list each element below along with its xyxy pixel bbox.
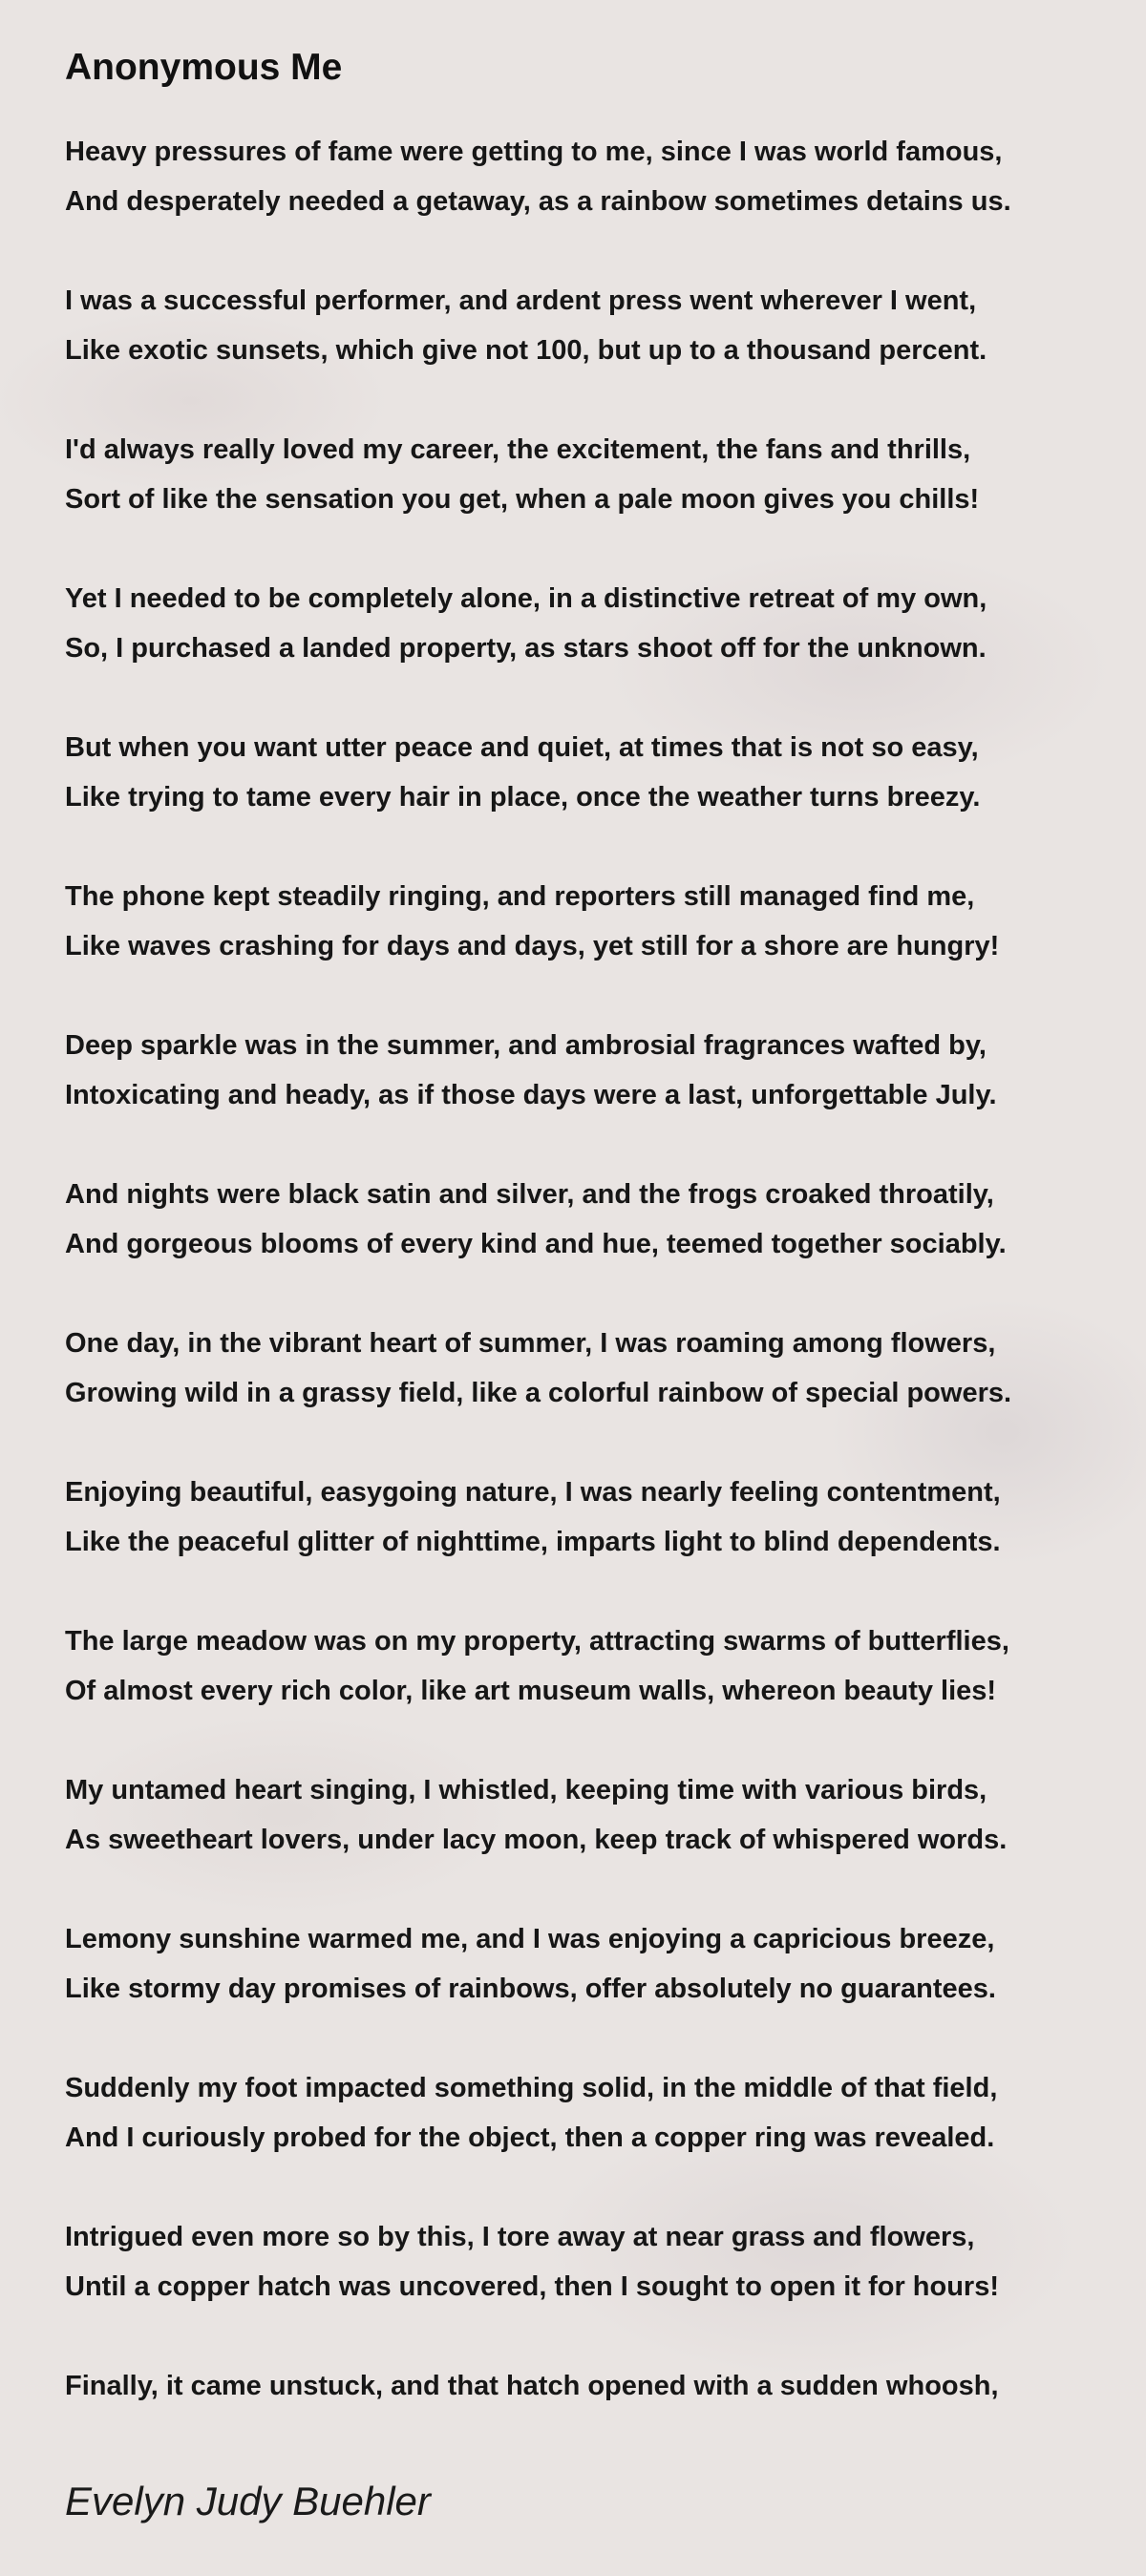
- stanza: [65, 2361, 1125, 2411]
- stanza: [65, 1170, 1125, 1269]
- stanza: [65, 1914, 1125, 2014]
- stanza: [65, 276, 1125, 375]
- stanza: [65, 2063, 1125, 2163]
- poem-line: Intoxicating and heady, as if those days were a last, unforgettable July.: [65, 1079, 997, 1110]
- poem-line: Like waves crashing for days and days, yet still for a shore are hungry!: [65, 930, 1000, 961]
- stanza: [65, 1765, 1125, 1865]
- poem-title: Anonymous Me: [65, 47, 343, 88]
- poem-line: Like stormy day promises of rainbows, offer absolutely no guarantees.: [65, 1973, 996, 2004]
- poem-line: As sweetheart lovers, under lacy moon, keep track of whispered words.: [65, 1824, 1008, 1855]
- poem-line: Intrigued even more so by this, I tore away at near grass and flowers,: [65, 2221, 975, 2252]
- poem-line: But when you want utter peace and quiet, at times that is not so easy,: [65, 731, 979, 763]
- poem-line: Suddenly my foot impacted something solid, in the middle of that field,: [65, 2072, 998, 2103]
- stanza: [65, 574, 1125, 673]
- poem-author: Evelyn Judy Buehler: [65, 2479, 431, 2523]
- poem-line: Of almost every rich color, like art museum walls, whereon beauty lies!: [65, 1675, 997, 1706]
- poem-line: I was a successful performer, and ardent press went wherever I went,: [65, 285, 977, 316]
- poem-line: Lemony sunshine warmed me, and I was enjoying a capricious breeze,: [65, 1923, 995, 1954]
- poem-line: And desperately needed a getaway, as a rainbow sometimes detains us.: [65, 185, 1011, 217]
- poem-line: My untamed heart singing, I whistled, keeping time with various birds,: [65, 1774, 987, 1805]
- stanza: [65, 2212, 1125, 2312]
- poem-line: Sort of like the sensation you get, when a pale moon gives you chills!: [65, 483, 980, 515]
- poem-line: So, I purchased a landed property, as stars shoot off for the unknown.: [65, 632, 987, 664]
- poem-line: The phone kept steadily ringing, and reporters still managed find me,: [65, 880, 975, 912]
- poem-line: Growing wild in a grassy field, like a colorful rainbow of special powers.: [65, 1377, 1012, 1408]
- poem-body: [65, 48, 1125, 2460]
- poem-line: Like trying to tame every hair in place, once the weather turns breezy.: [65, 781, 981, 813]
- stanza-list: [65, 127, 1125, 2411]
- poem-line: Like the peaceful glitter of nighttime, imparts light to blind dependents.: [65, 1526, 1001, 1557]
- stanza: [65, 872, 1125, 971]
- poem-line: Enjoying beautiful, easygoing nature, I was nearly feeling contentment,: [65, 1476, 1001, 1508]
- poem-line: Heavy pressures of fame were getting to me, since I was world famous,: [65, 136, 1003, 167]
- stanza: [65, 425, 1125, 524]
- poem-line: And I curiously probed for the object, then a copper ring was revealed.: [65, 2122, 995, 2153]
- poem-line: And gorgeous blooms of every kind and hue, teemed together sociably.: [65, 1228, 1007, 1259]
- stanza: [65, 127, 1125, 226]
- poem-line: Until a copper hatch was uncovered, then I sought to open it for hours!: [65, 2270, 999, 2302]
- poem-line: The large meadow was on my property, attracting swarms of butterflies,: [65, 1625, 1009, 1657]
- stanza: [65, 1467, 1125, 1567]
- poem-line: One day, in the vibrant heart of summer, I was roaming among flowers,: [65, 1327, 996, 1359]
- poem-line: And nights were black satin and silver, and the frogs croaked throatily,: [65, 1178, 994, 1210]
- stanza: [65, 723, 1125, 822]
- poem-line: Yet I needed to be completely alone, in a distinctive retreat of my own,: [65, 582, 987, 614]
- poem-line: Deep sparkle was in the summer, and ambrosial fragrances wafted by,: [65, 1029, 987, 1061]
- stanza: [65, 1021, 1125, 1120]
- stanza: [65, 1616, 1125, 1716]
- stanza: [65, 1319, 1125, 1418]
- poem-line: Finally, it came unstuck, and that hatch opened with a sudden whoosh,: [65, 2370, 999, 2401]
- poem-line: Like exotic sunsets, which give not 100, but up to a thousand percent.: [65, 334, 987, 366]
- poem-line: I'd always really loved my career, the excitement, the fans and thrills,: [65, 433, 971, 465]
